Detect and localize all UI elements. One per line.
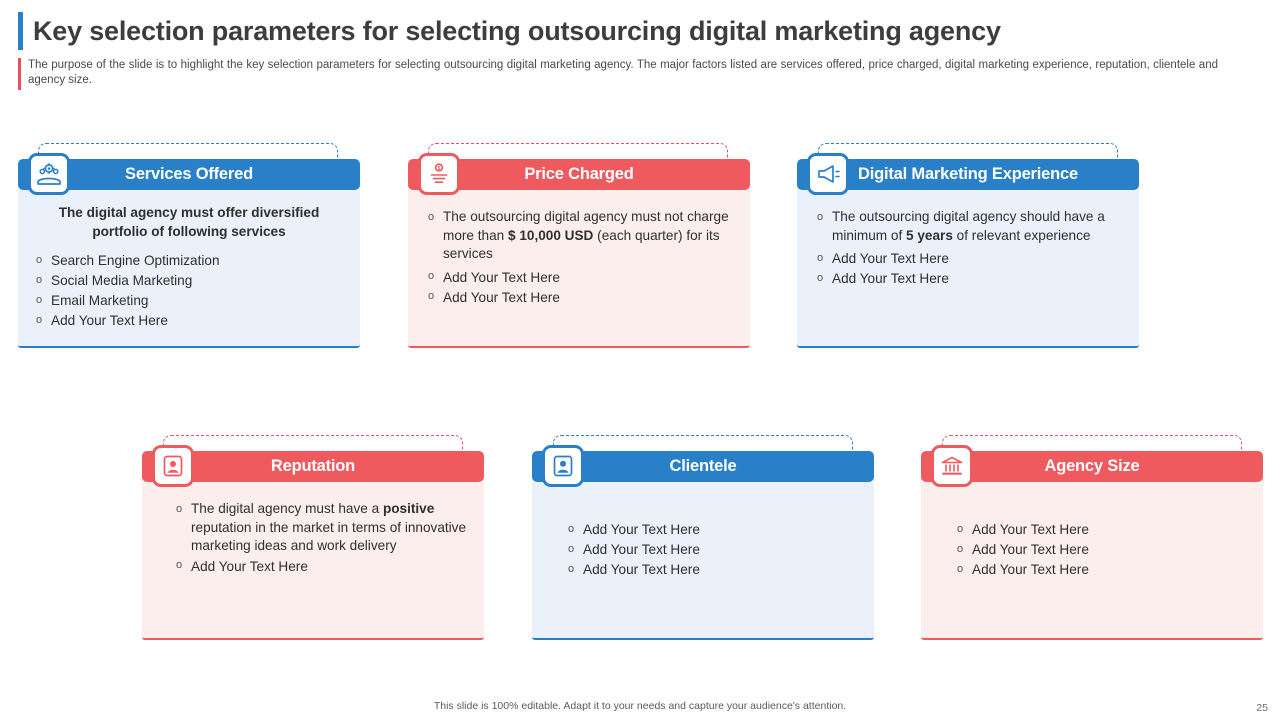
lead-post: reputation in the market in terms of innovative marketing ideas and work delivery	[191, 519, 467, 553]
services-hand-gear-icon	[28, 153, 70, 195]
lead-highlight: 5 years	[906, 227, 953, 243]
lead-post: (each quarter) for its services	[443, 227, 720, 261]
title-accent-bar	[18, 12, 23, 50]
lead-pre: The digital agency must have a	[191, 501, 383, 516]
card-lead-text	[426, 208, 734, 264]
card-bullet-list	[815, 249, 1123, 288]
card-title: Digital Marketing Experience	[858, 165, 1078, 183]
lead-pre: The outsourcing digital agency must not charge more than	[443, 209, 729, 243]
list-item: o Add Your Text Here	[815, 249, 1123, 268]
list-item: o Email Marketing	[34, 291, 344, 310]
list-item: o Add Your Text Here	[426, 268, 734, 287]
subtitle-text: The purpose of the slide is to highlight the key selection parameters for selecting outsourcing digital marketing agency. The major factors listed are services offered, price charged, digital marketing experience, reputation, clientele and agency size.	[28, 59, 1218, 86]
lead-pre: The outsourcing digital agency should have a minimum of	[832, 209, 1105, 243]
list-item: o Add Your Text Here	[566, 520, 858, 539]
title-text: Key selection parameters for selecting outsourcing digital marketing agency	[33, 16, 1001, 46]
list-item: o Add Your Text Here	[566, 560, 858, 579]
card-bullet-list	[174, 557, 468, 576]
card-bullet-list	[34, 251, 344, 330]
bank-building-icon	[931, 445, 973, 487]
lead-post: of relevant experience	[952, 227, 1091, 243]
card-body-reputation	[142, 482, 484, 640]
card-lead-text	[174, 500, 468, 556]
money-tag-icon	[418, 153, 460, 195]
list-item: o Add Your Text Here	[955, 540, 1247, 559]
list-item: o Add Your Text Here	[815, 269, 1123, 288]
card-body-digital-marketing-experience	[797, 190, 1139, 348]
subtitle-accent-bar	[18, 58, 21, 90]
card-title: Reputation	[270, 457, 356, 475]
list-item: o Add Your Text Here	[566, 540, 858, 559]
card-body-price-charged	[408, 190, 750, 348]
footer-note: This slide is 100% editable. Adapt it to your needs and capture your audience's attention.	[433, 700, 847, 712]
slide-subtitle	[18, 58, 1218, 90]
list-item: o Add Your Text Here	[34, 311, 344, 330]
card-bullet-list	[566, 520, 858, 579]
card-bullet-list	[955, 520, 1247, 579]
lead-highlight: $ 10,000 USD	[507, 227, 594, 243]
card-bullet-list	[426, 268, 734, 307]
person-badge-icon	[152, 445, 194, 487]
list-item: o Add Your Text Here	[426, 288, 734, 307]
list-item: o Add Your Text Here	[955, 520, 1247, 539]
user-profile-icon	[542, 445, 584, 487]
card-title: Agency Size	[1044, 457, 1140, 475]
lead-highlight: positive	[382, 501, 435, 516]
page-number: 25	[1256, 702, 1268, 714]
list-item: o Social Media Marketing	[34, 271, 344, 290]
card-title: Price Charged	[524, 165, 634, 183]
card-title: Services Offered	[125, 165, 253, 183]
list-item: o Add Your Text Here	[174, 557, 468, 576]
card-lead-text	[815, 208, 1123, 245]
card-body-services-offered	[18, 190, 360, 348]
page-title	[18, 12, 1260, 50]
list-item: o Search Engine Optimization	[34, 251, 344, 270]
card-lead-text: The digital agency must offer diversified portfolio of following services	[58, 205, 320, 239]
list-item: o Add Your Text Here	[955, 560, 1247, 579]
svg-text:$: $	[437, 166, 441, 173]
megaphone-icon	[807, 153, 849, 195]
card-body-clientele	[532, 482, 874, 640]
card-body-agency-size	[921, 482, 1263, 640]
card-title: Clientele	[669, 457, 737, 475]
